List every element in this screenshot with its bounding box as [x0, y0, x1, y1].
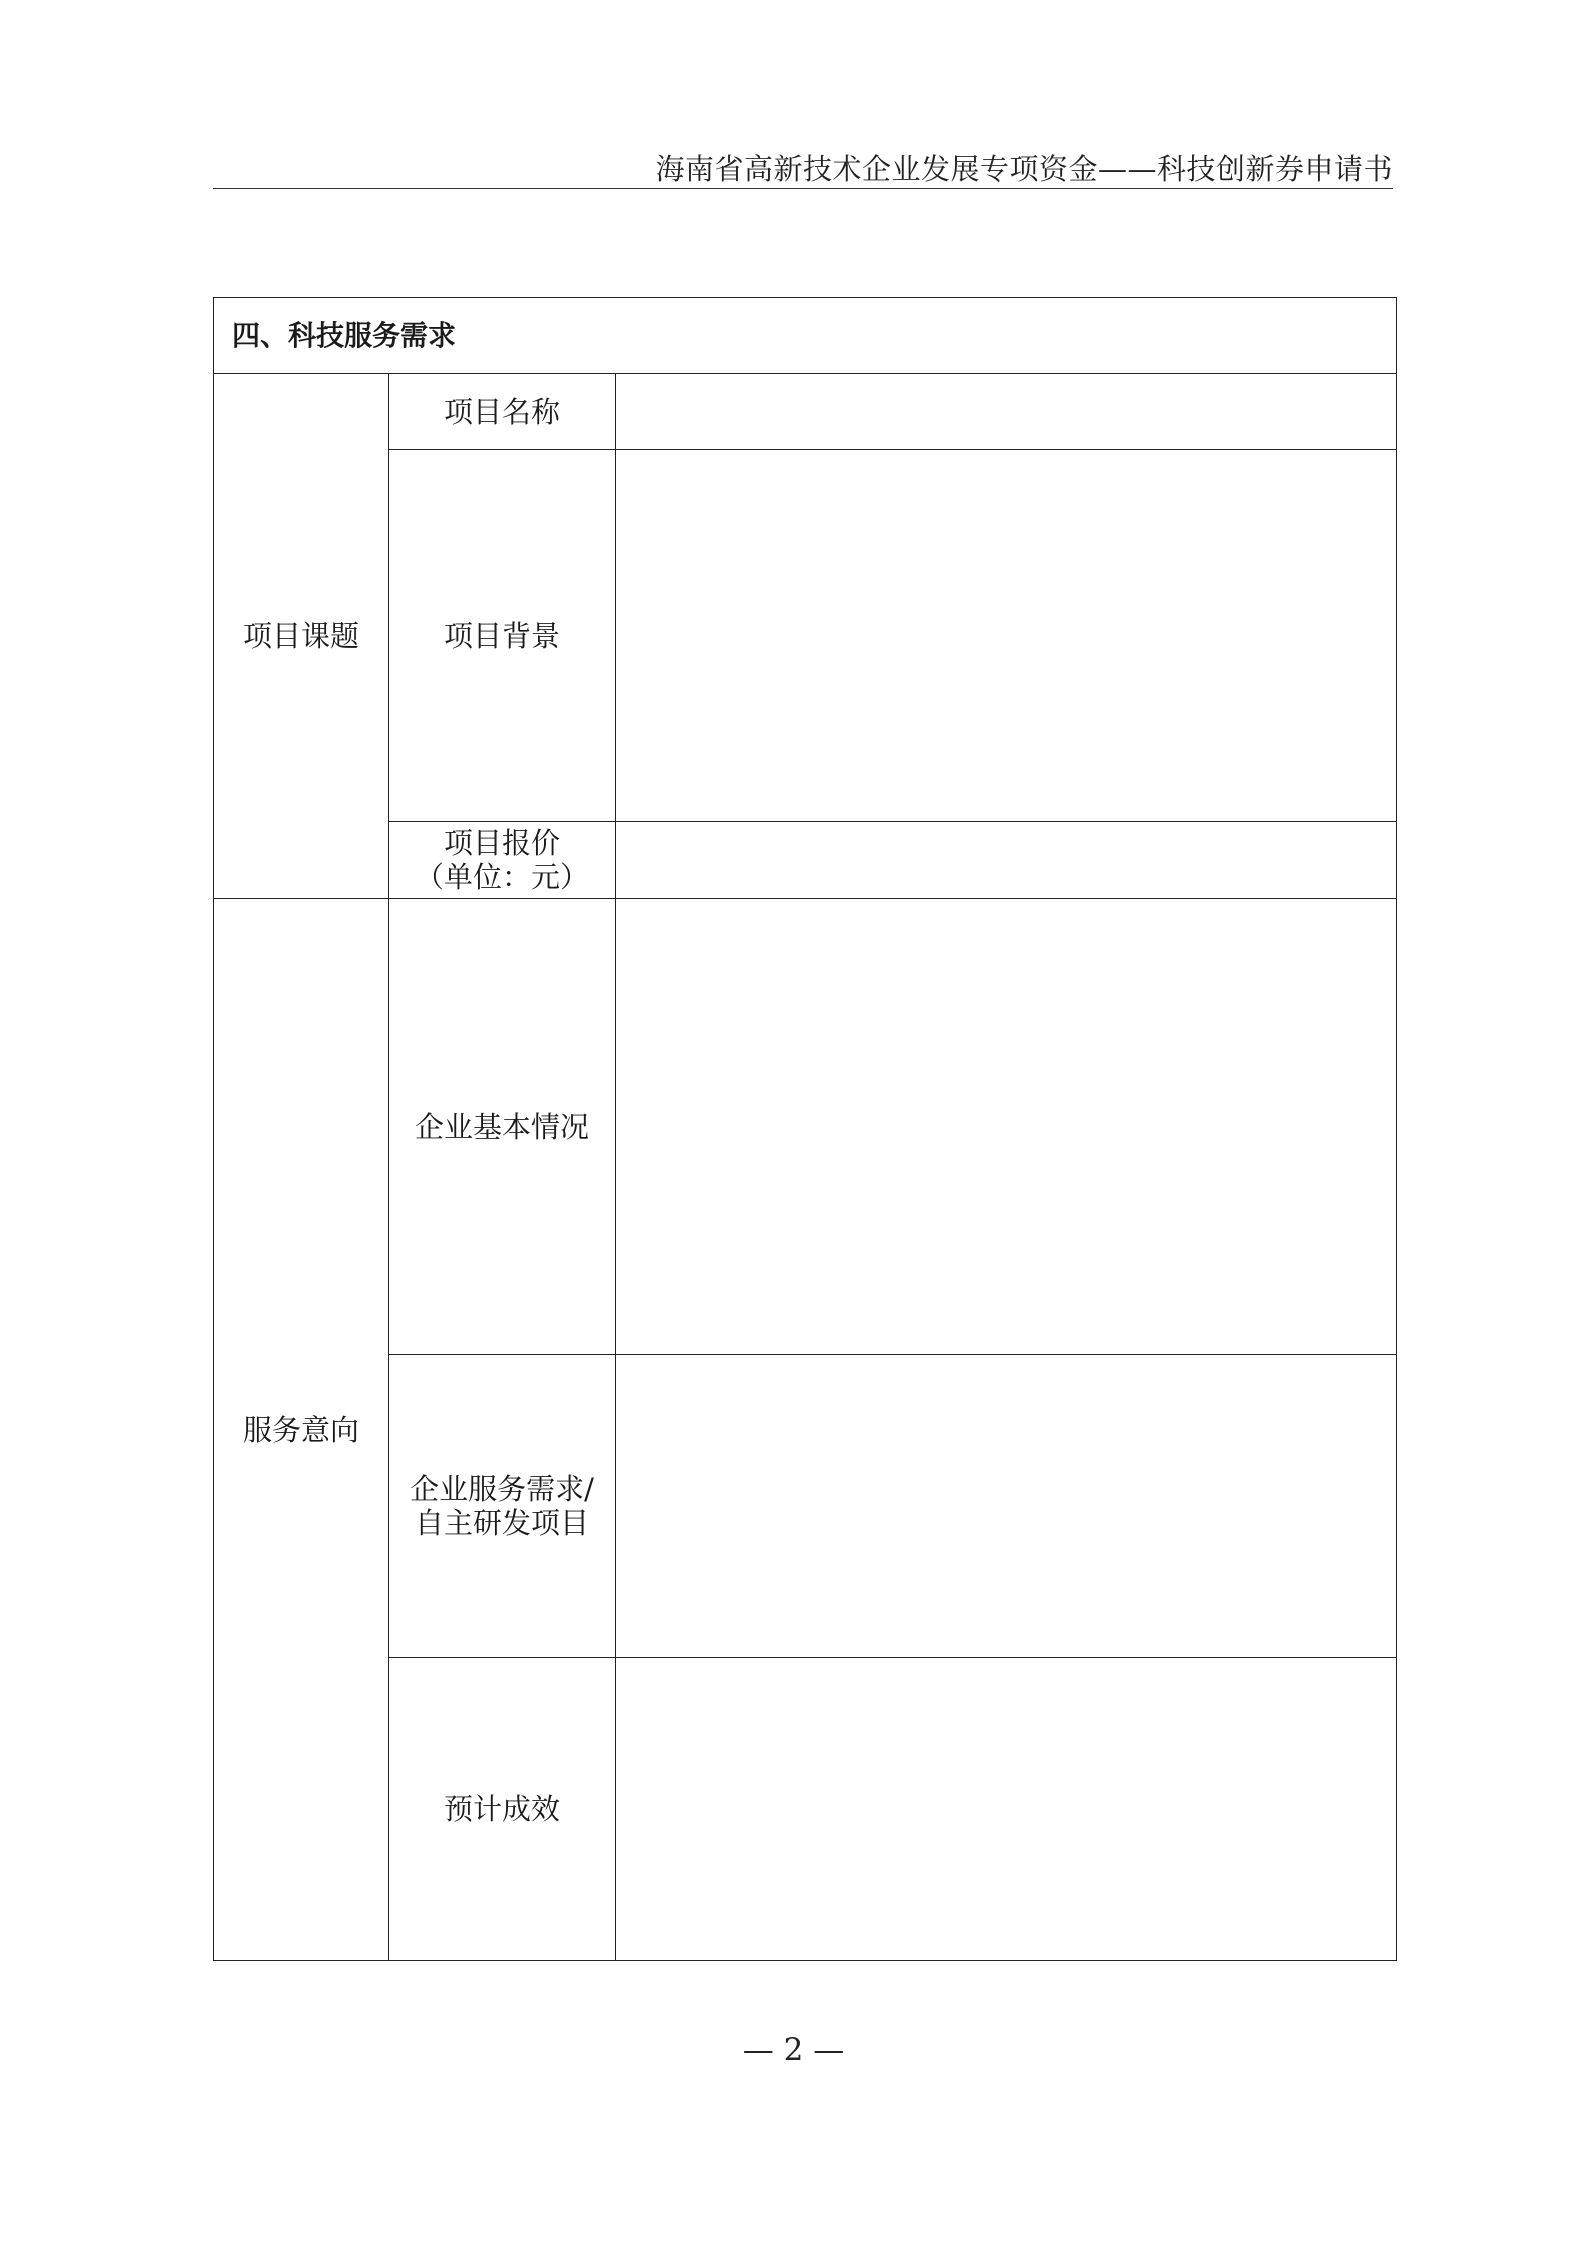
- company-info-label: 企业基本情况: [389, 899, 616, 1355]
- project-quote-label-line1: 项目报价: [443, 826, 560, 860]
- project-name-row: [214, 374, 1397, 450]
- service-demand-label-line1: 企业服务需求/: [410, 1472, 594, 1506]
- company-info-field[interactable]: [616, 899, 1397, 1355]
- expected-effect-field[interactable]: [616, 1658, 1397, 1961]
- project-background-label: 项目背景: [389, 450, 616, 822]
- service-demand-label-line2: 自主研发项目: [414, 1506, 589, 1540]
- project-quote-label: [389, 822, 616, 899]
- project-quote-field[interactable]: [616, 822, 1397, 899]
- project-quote-label-line2: （单位：元）: [414, 860, 589, 894]
- project-name-label: 项目名称: [389, 374, 616, 450]
- running-header: 海南省高新技术企业发展专项资金——科技创新券申请书: [655, 152, 1393, 186]
- section-title-row: [214, 298, 1397, 374]
- header-rule: [213, 188, 1393, 189]
- company-info-row: [214, 899, 1397, 1355]
- service-intent-label: 服务意向: [214, 899, 389, 1961]
- service-demand-field[interactable]: [616, 1355, 1397, 1658]
- service-demand-table: [213, 297, 1397, 1961]
- service-demand-label: [389, 1355, 616, 1658]
- project-topic-label: 项目课题: [214, 374, 389, 899]
- project-quote-row: [214, 822, 1397, 899]
- project-background-row: [214, 450, 1397, 822]
- project-background-field[interactable]: [616, 450, 1397, 822]
- page-number: — 2 —: [742, 2032, 845, 2068]
- section-title: 四、科技服务需求: [214, 298, 1397, 374]
- expected-effect-row: [214, 1658, 1397, 1961]
- project-name-field[interactable]: [616, 374, 1397, 450]
- expected-effect-label: 预计成效: [389, 1658, 616, 1961]
- service-demand-row: [214, 1355, 1397, 1658]
